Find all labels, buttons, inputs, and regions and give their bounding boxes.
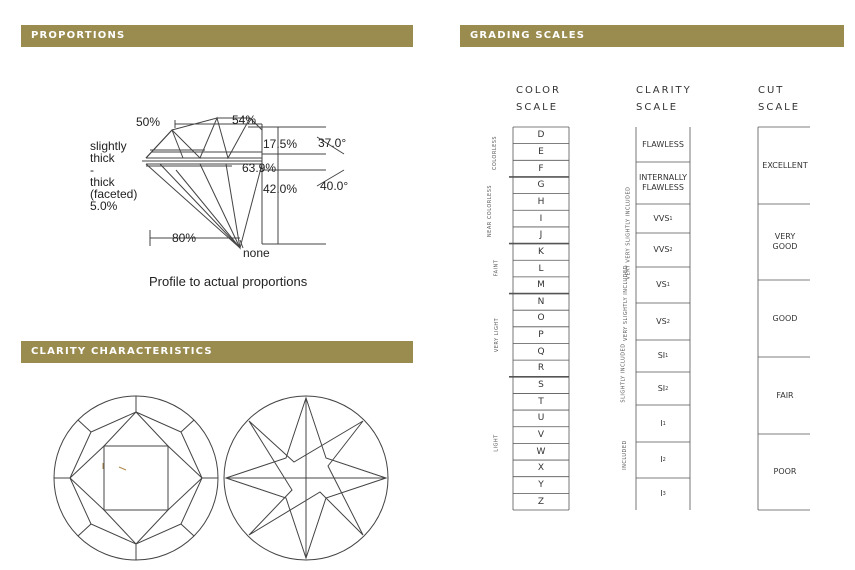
clarity-grade: VS 2 xyxy=(656,316,670,326)
color-grade: M xyxy=(537,280,545,291)
total-depth: 63.9% xyxy=(242,161,277,175)
color-grade: U xyxy=(537,413,545,424)
color-grade: N xyxy=(537,296,545,307)
table-percentage: 50% xyxy=(136,115,161,129)
color-grade: R xyxy=(537,363,545,374)
color-grade: L xyxy=(538,263,544,274)
color-grade: K xyxy=(538,246,544,257)
clarity-grade: SI 1 xyxy=(657,351,669,360)
lower-half-length: 80% xyxy=(172,231,197,245)
color-group-near-colorless: NEAR COLORLESS xyxy=(487,184,494,238)
color-grade: Q xyxy=(537,346,545,357)
clarity-grade: VVS 1 xyxy=(653,213,673,223)
culet-size: none xyxy=(243,246,270,260)
color-grade: G xyxy=(537,180,545,191)
clarity-group-included: INCLUDED xyxy=(621,440,628,470)
clarity-group-si: SLIGHTLY INCLUDED xyxy=(620,343,627,403)
clarity-grade: SI 2 xyxy=(657,383,669,393)
cut-grade-fair: FAIR xyxy=(776,390,794,400)
color-grade: J xyxy=(539,230,543,241)
color-grade: Z xyxy=(537,496,545,507)
proportions-header: PROPORTIONS xyxy=(21,25,413,47)
pavilion-angle: 40.0° xyxy=(320,179,349,193)
clarity-group-vvs: VERY VERY SLIGHTLY INCLUDED xyxy=(625,186,632,280)
clarity-grade: I 2 xyxy=(660,455,666,464)
color-grade: W xyxy=(536,446,546,457)
clarity-scale-title: CLARITY SCALE xyxy=(636,85,692,113)
color-grade: T xyxy=(538,396,544,407)
clarity-group-vs: VERY SLIGHTLY INCLUDED xyxy=(623,264,630,342)
cut-grade-very-good: VERY GOOD xyxy=(772,232,798,251)
clarity-grade: I 3 xyxy=(660,489,666,498)
table-width: 54% xyxy=(232,113,257,127)
pavilion-depth: 42.0% xyxy=(263,182,298,196)
color-scale-title: COLOR SCALE xyxy=(516,85,561,113)
color-group-faint: FAINT xyxy=(493,259,500,277)
color-group-very-light: VERY LIGHT xyxy=(494,317,501,353)
grading-scales-header: GRADING SCALES xyxy=(460,25,844,47)
color-grade: V xyxy=(537,430,545,441)
color-grade: F xyxy=(538,163,544,174)
crown-height: 17.5% xyxy=(263,137,298,151)
color-grade: D xyxy=(537,130,545,141)
cut-grade-excellent: EXCELLENT xyxy=(762,160,808,170)
color-grade: Y xyxy=(538,480,544,490)
color-grade: H xyxy=(537,196,545,207)
color-grade: E xyxy=(538,146,544,157)
clarity-grade: VVS 2 xyxy=(653,245,673,254)
color-grade: O xyxy=(537,313,545,324)
color-grade: X xyxy=(537,463,545,474)
color-group-colorless: COLORLESS xyxy=(492,135,499,171)
clarity-grade: INTERNALLY FLAWLESS xyxy=(638,173,688,192)
color-grade: P xyxy=(538,330,544,341)
proportions-caption: Profile to actual proportions xyxy=(149,274,308,289)
color-grade: S xyxy=(538,380,544,391)
crown-angle: 37.0° xyxy=(318,136,347,150)
color-grade: I xyxy=(539,213,543,224)
cut-grade-poor: POOR xyxy=(773,467,797,476)
clarity-characteristics-header: CLARITY CHARACTERISTICS xyxy=(21,341,413,363)
girdle-description: slightly thick - thick (faceted) 5.0% xyxy=(90,139,138,213)
color-group-light: LIGHT xyxy=(493,434,500,452)
cut-grade-good: GOOD xyxy=(772,313,798,323)
clarity-grade: I 1 xyxy=(660,418,666,428)
clarity-grade: VS 1 xyxy=(656,280,670,289)
cut-scale-title: CUT SCALE xyxy=(758,85,801,113)
clarity-grade: FLAWLESS xyxy=(642,139,684,149)
